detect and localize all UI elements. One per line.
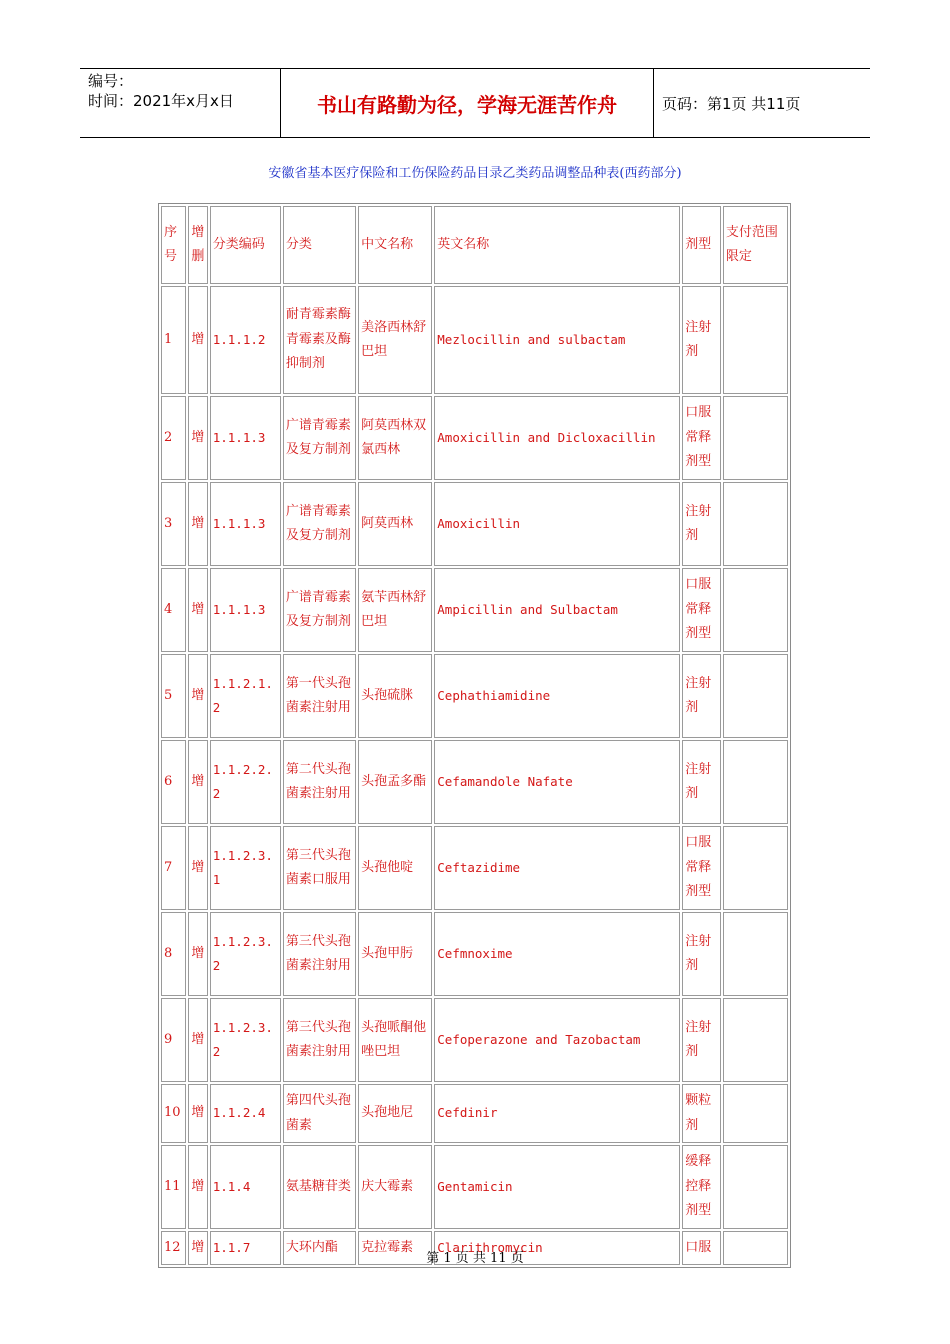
- change-flag: 增: [188, 286, 207, 394]
- category-name: 第二代头孢菌素注射用: [283, 740, 356, 824]
- column-header: 中文名称: [358, 206, 432, 284]
- table-row: [161, 396, 788, 480]
- table-row: [161, 998, 788, 1082]
- dosage-form: 注射剂: [682, 740, 721, 824]
- table-row: [161, 482, 788, 566]
- number-label: 编号：: [88, 72, 134, 90]
- chinese-name: 阿莫西林: [358, 482, 432, 566]
- table-row: [161, 286, 788, 394]
- column-header: 增删: [188, 206, 207, 284]
- chinese-name: 氨苄西林舒巴坦: [358, 568, 432, 652]
- change-flag: 增: [188, 1231, 207, 1265]
- change-flag: 增: [188, 826, 207, 910]
- payment-limit: [723, 826, 788, 910]
- category-code: 1.1.7: [210, 1231, 281, 1265]
- payment-limit: [723, 568, 788, 652]
- change-flag: 增: [188, 482, 207, 566]
- english-name: Ceftazidime: [434, 826, 680, 910]
- row-number: 10: [161, 1084, 186, 1143]
- category-name: 第三代头孢菌素注射用: [283, 912, 356, 996]
- chinese-name: 头孢他啶: [358, 826, 432, 910]
- table-row: [161, 912, 788, 996]
- dosage-form: 注射剂: [682, 286, 721, 394]
- category-name: 氨基糖苷类: [283, 1145, 356, 1229]
- change-flag: 增: [188, 1084, 207, 1143]
- change-flag: 增: [188, 654, 207, 738]
- change-flag: 增: [188, 568, 207, 652]
- payment-limit: [723, 740, 788, 824]
- english-name: Cefamandole Nafate: [434, 740, 680, 824]
- english-name: Clarithromycin: [434, 1231, 680, 1265]
- english-name: Cefoperazone and Tazobactam: [434, 998, 680, 1082]
- table-header-row: [161, 206, 788, 284]
- chinese-name: 庆大霉素: [358, 1145, 432, 1229]
- payment-limit: [723, 482, 788, 566]
- drug-table-container: [158, 203, 791, 1268]
- change-flag: 增: [188, 912, 207, 996]
- dosage-form: 注射剂: [682, 654, 721, 738]
- payment-limit: [723, 286, 788, 394]
- category-code: 1.1.2.2.2: [210, 740, 281, 824]
- change-flag: 增: [188, 998, 207, 1082]
- header-divider: [653, 69, 654, 137]
- category-code: 1.1.4: [210, 1145, 281, 1229]
- payment-limit: [723, 396, 788, 480]
- english-name: Amoxicillin and Dicloxacillin: [434, 396, 680, 480]
- chinese-name: 头孢甲肟: [358, 912, 432, 996]
- category-name: 广谱青霉素及复方制剂: [283, 482, 356, 566]
- category-name: 大环内酯: [283, 1231, 356, 1265]
- table-row: [161, 568, 788, 652]
- payment-limit: [723, 1084, 788, 1143]
- row-number: 9: [161, 998, 186, 1082]
- category-code: 1.1.1.3: [210, 568, 281, 652]
- english-name: Cefdinir: [434, 1084, 680, 1143]
- header-motto: 书山有路勤为径，学海无涯苦作舟: [317, 92, 617, 117]
- category-code: 1.1.2.3.1: [210, 826, 281, 910]
- row-number: 1: [161, 286, 186, 394]
- row-number: 6: [161, 740, 186, 824]
- payment-limit: [723, 998, 788, 1082]
- category-name: 第三代头孢菌素口服用: [283, 826, 356, 910]
- dosage-form: 口服: [682, 1231, 721, 1265]
- category-name: 广谱青霉素及复方制剂: [283, 396, 356, 480]
- chinese-name: 克拉霉素: [358, 1231, 432, 1265]
- dosage-form: 口服常释剂型: [682, 396, 721, 480]
- column-header: 序号: [161, 206, 186, 284]
- drug-table: [158, 203, 791, 1268]
- time-label: 时间：2021年x月x日: [88, 92, 234, 110]
- category-code: 1.1.1.3: [210, 396, 281, 480]
- chinese-name: 美洛西林舒巴坦: [358, 286, 432, 394]
- chinese-name: 头孢地尼: [358, 1084, 432, 1143]
- document-title: 安徽省基本医疗保险和工伤保险药品目录乙类药品调整品种表(西药部分): [268, 166, 682, 181]
- category-name: 广谱青霉素及复方制剂: [283, 568, 356, 652]
- dosage-form: 缓释控释剂型: [682, 1145, 721, 1229]
- dosage-form: 口服常释剂型: [682, 568, 721, 652]
- change-flag: 增: [188, 740, 207, 824]
- english-name: Mezlocillin and sulbactam: [434, 286, 680, 394]
- row-number: 8: [161, 912, 186, 996]
- category-code: 1.1.2.1.2: [210, 654, 281, 738]
- table-row: [161, 740, 788, 824]
- table-row: [161, 826, 788, 910]
- category-code: 1.1.2.4: [210, 1084, 281, 1143]
- page-footer: 第 1 页 共 11 页: [426, 1251, 524, 1266]
- chinese-name: 头孢孟多酯: [358, 740, 432, 824]
- english-name: Cephathiamidine: [434, 654, 680, 738]
- english-name: Ampicillin and Sulbactam: [434, 568, 680, 652]
- column-header: 分类: [283, 206, 356, 284]
- chinese-name: 阿莫西林双氯西林: [358, 396, 432, 480]
- dosage-form: 注射剂: [682, 482, 721, 566]
- dosage-form: 注射剂: [682, 998, 721, 1082]
- chinese-name: 头孢硫脒: [358, 654, 432, 738]
- change-flag: 增: [188, 396, 207, 480]
- category-name: 第四代头孢菌素: [283, 1084, 356, 1143]
- row-number: 4: [161, 568, 186, 652]
- english-name: Cefmnoxime: [434, 912, 680, 996]
- change-flag: 增: [188, 1145, 207, 1229]
- category-name: 第三代头孢菌素注射用: [283, 998, 356, 1082]
- row-number: 5: [161, 654, 186, 738]
- page-indicator: 页码：第1页 共11页: [662, 94, 801, 113]
- category-code: 1.1.2.3.2: [210, 998, 281, 1082]
- column-header: 剂型: [682, 206, 721, 284]
- payment-limit: [723, 654, 788, 738]
- english-name: Amoxicillin: [434, 482, 680, 566]
- column-header: 分类编码: [210, 206, 281, 284]
- table-row: [161, 1084, 788, 1143]
- row-number: 7: [161, 826, 186, 910]
- row-number: 11: [161, 1145, 186, 1229]
- category-code: 1.1.1.3: [210, 482, 281, 566]
- payment-limit: [723, 912, 788, 996]
- chinese-name: 头孢哌酮他唑巴坦: [358, 998, 432, 1082]
- header-meta: [80, 69, 280, 137]
- table-row: [161, 654, 788, 738]
- english-name: Gentamicin: [434, 1145, 680, 1229]
- category-code: 1.1.2.3.2: [210, 912, 281, 996]
- row-number: 3: [161, 482, 186, 566]
- category-name: 耐青霉素酶青霉素及酶抑制剂: [283, 286, 356, 394]
- document-header: [80, 68, 870, 138]
- category-code: 1.1.1.2: [210, 286, 281, 394]
- column-header: 支付范围限定: [723, 206, 788, 284]
- row-number: 12: [161, 1231, 186, 1265]
- payment-limit: [723, 1145, 788, 1229]
- category-name: 第一代头孢菌素注射用: [283, 654, 356, 738]
- dosage-form: 颗粒剂: [682, 1084, 721, 1143]
- table-row: [161, 1145, 788, 1229]
- column-header: 英文名称: [434, 206, 680, 284]
- dosage-form: 口服常释剂型: [682, 826, 721, 910]
- row-number: 2: [161, 396, 186, 480]
- dosage-form: 注射剂: [682, 912, 721, 996]
